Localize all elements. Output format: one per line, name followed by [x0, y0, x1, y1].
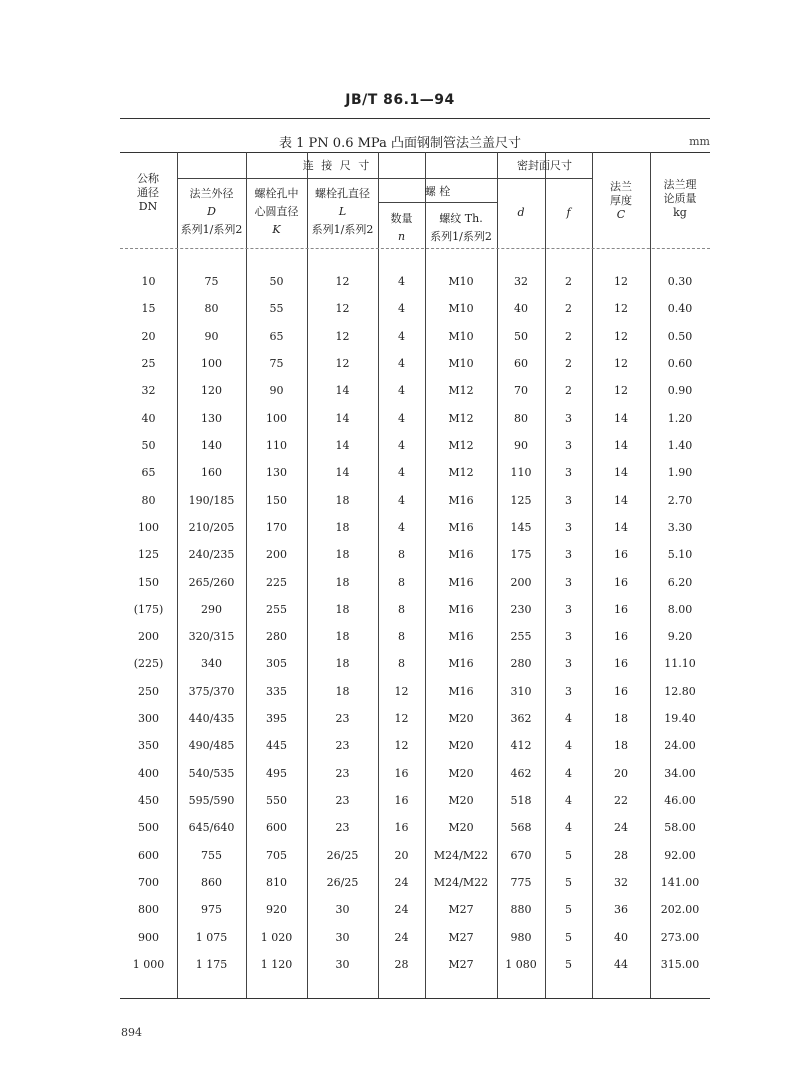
- cell-bolt-count: 8: [398, 575, 405, 589]
- cell-mass: 58.00: [664, 821, 696, 835]
- cell-d: 518: [510, 794, 532, 808]
- cell-bolt-hole: 26/25: [326, 848, 359, 862]
- cell-thread: M12: [448, 438, 474, 452]
- cell-bolt-circle: 150: [266, 493, 287, 507]
- cell-thread: M16: [448, 602, 474, 616]
- cell-f: 3: [565, 602, 572, 616]
- cell-thread: M16: [448, 657, 474, 671]
- cell-bolt-count: 4: [398, 520, 405, 534]
- header-bolt-group: 螺 栓: [424, 185, 451, 198]
- cell-thread: M16: [448, 630, 474, 644]
- cell-bolt-hole: 23: [335, 766, 350, 780]
- header-rule: [177, 178, 592, 179]
- cell-outer-diameter: 1 175: [195, 958, 228, 971]
- cell-mass: 1.40: [667, 438, 693, 452]
- cell-bolt-count: 12: [394, 712, 409, 726]
- cell-thickness: 18: [614, 712, 628, 726]
- cell-d: 230: [510, 602, 532, 616]
- cell-bolt-circle: 600: [266, 821, 287, 835]
- cell-outer-diameter: 975: [201, 903, 222, 917]
- cell-f: 4: [565, 739, 572, 753]
- cell-thread: M16: [448, 520, 474, 534]
- cell-thread: M27: [448, 903, 474, 917]
- cell-outer-diameter: 320/315: [188, 630, 235, 644]
- cell-outer-diameter: 240/235: [188, 548, 235, 562]
- cell-dn: (225): [133, 657, 164, 671]
- cell-outer-diameter: 755: [201, 848, 222, 862]
- cell-bolt-hole: 18: [335, 575, 350, 589]
- table-top-rule: [120, 152, 710, 153]
- cell-mass: 12.80: [664, 684, 696, 698]
- cell-bolt-count: 12: [394, 739, 409, 753]
- cell-bolt-hole: 23: [335, 739, 350, 753]
- cell-dn: 25: [141, 356, 156, 370]
- cell-bolt-hole: 30: [335, 958, 350, 971]
- cell-mass: 19.40: [664, 712, 696, 726]
- cell-d: 412: [510, 739, 532, 753]
- cell-bolt-hole: 14: [335, 466, 350, 480]
- cell-d: 980: [510, 930, 532, 944]
- cell-d: 50: [514, 329, 528, 343]
- cell-bolt-hole: 26/25: [326, 876, 359, 890]
- cell-bolt-circle: 130: [266, 466, 287, 480]
- cell-f: 5: [565, 930, 572, 944]
- cell-bolt-circle: 255: [266, 602, 287, 616]
- header-thickness: 法兰 厚度 C: [610, 180, 632, 221]
- cell-bolt-circle: 810: [266, 876, 287, 890]
- cell-thread: M16: [448, 575, 474, 589]
- cell-mass: 0.30: [667, 275, 693, 288]
- cell-thread: M27: [448, 958, 474, 971]
- cell-thickness: 28: [614, 848, 628, 862]
- cell-outer-diameter: 190/185: [188, 493, 235, 507]
- header-rule: [378, 202, 497, 203]
- cell-bolt-count: 4: [398, 411, 405, 425]
- cell-mass: 46.00: [664, 794, 696, 808]
- cell-dn: 300: [138, 712, 159, 726]
- cell-bolt-count: 28: [394, 958, 409, 971]
- cell-bolt-hole: 30: [335, 903, 350, 917]
- cell-bolt-circle: 110: [266, 438, 287, 452]
- cell-f: 2: [565, 275, 572, 288]
- cell-thread: M24/M22: [433, 848, 489, 862]
- cell-bolt-count: 4: [398, 493, 405, 507]
- cell-dn: 65: [141, 466, 156, 480]
- cell-bolt-circle: 90: [269, 384, 284, 398]
- cell-bolt-circle: 170: [266, 520, 287, 534]
- cell-d: 670: [510, 848, 532, 862]
- cell-thread: M10: [448, 329, 474, 343]
- top-rule: [120, 118, 710, 119]
- cell-thickness: 16: [614, 630, 628, 644]
- cell-dn: 800: [138, 903, 159, 917]
- cell-thickness: 18: [614, 739, 628, 753]
- cell-dn: 600: [138, 848, 159, 862]
- cell-bolt-hole: 12: [335, 275, 350, 288]
- header-thread: 螺纹 Th. 系列1/系列2: [430, 212, 492, 243]
- cell-mass: 1.20: [667, 411, 693, 425]
- cell-outer-diameter: 340: [201, 657, 222, 671]
- cell-f: 3: [565, 630, 572, 644]
- cell-f: 2: [565, 356, 572, 370]
- cell-f: 3: [565, 493, 572, 507]
- cell-dn: 450: [138, 794, 159, 808]
- cell-d: 70: [514, 384, 528, 398]
- cell-f: 3: [565, 548, 572, 562]
- cell-dn: 80: [141, 493, 156, 507]
- table-caption: 表 1 PN 0.6 MPa 凸面钢制管法兰盖尺寸: [279, 136, 521, 151]
- cell-d: 362: [510, 712, 532, 726]
- cell-bolt-circle: 495: [266, 766, 287, 780]
- cell-bolt-count: 4: [398, 356, 405, 370]
- cell-bolt-hole: 12: [335, 302, 350, 316]
- cell-f: 3: [565, 684, 572, 698]
- header-outer-diameter: 法兰外径 D 系列1/系列2: [180, 187, 243, 236]
- cell-mass: 141.00: [660, 876, 700, 890]
- cell-f: 3: [565, 411, 572, 425]
- cell-d: 90: [514, 438, 528, 452]
- cell-mass: 0.60: [667, 356, 693, 370]
- cell-bolt-hole: 18: [335, 657, 350, 671]
- cell-thickness: 12: [614, 356, 628, 370]
- cell-bolt-circle: 200: [266, 548, 287, 562]
- header-mass: 法兰理 论质量 kg: [663, 178, 697, 219]
- cell-d: 775: [510, 876, 532, 890]
- cell-d: 110: [510, 466, 532, 480]
- cell-dn: 10: [141, 275, 156, 288]
- cell-bolt-count: 8: [398, 602, 405, 616]
- cell-mass: 3.30: [667, 520, 693, 534]
- header-bolt-hole: 螺栓孔直径 L 系列1/系列2: [311, 187, 374, 236]
- unit-label: mm: [689, 135, 710, 148]
- cell-mass: 24.00: [664, 739, 696, 753]
- cell-outer-diameter: 645/640: [188, 821, 235, 835]
- cell-bolt-circle: 1 120: [260, 958, 293, 971]
- cell-thread: M16: [448, 684, 474, 698]
- cell-dn: 250: [138, 684, 159, 698]
- cell-dn: 32: [141, 384, 156, 398]
- cell-bolt-count: 8: [398, 630, 405, 644]
- header-bottom-rule: [120, 248, 710, 249]
- cell-mass: 0.90: [667, 384, 693, 398]
- cell-dn: 500: [138, 821, 159, 835]
- cell-f: 4: [565, 794, 572, 808]
- cell-thickness: 16: [614, 575, 628, 589]
- cell-bolt-circle: 55: [269, 302, 284, 316]
- cell-thread: M16: [448, 493, 474, 507]
- cell-thickness: 36: [614, 903, 628, 917]
- cell-d: 462: [510, 766, 532, 780]
- cell-thread: M27: [448, 930, 474, 944]
- header-bolt-circle: 螺栓孔中 心圆直径 K: [254, 187, 299, 236]
- cell-outer-diameter: 75: [204, 275, 219, 288]
- cell-mass: 5.10: [667, 548, 693, 562]
- cell-mass: 2.70: [667, 493, 693, 507]
- cell-mass: 315.00: [660, 958, 700, 971]
- cell-thread: M10: [448, 275, 474, 288]
- cell-bolt-circle: 305: [266, 657, 287, 671]
- cell-f: 3: [565, 466, 572, 480]
- cell-thickness: 14: [614, 493, 628, 507]
- cell-thickness: 22: [614, 794, 628, 808]
- cell-f: 5: [565, 876, 572, 890]
- cell-bolt-circle: 280: [266, 630, 287, 644]
- cell-bolt-count: 4: [398, 466, 405, 480]
- cell-bolt-hole: 18: [335, 520, 350, 534]
- cell-thread: M20: [448, 766, 474, 780]
- cell-f: 5: [565, 848, 572, 862]
- cell-d: 200: [510, 575, 532, 589]
- document-code: JB/T 86.1—94: [345, 92, 455, 108]
- cell-bolt-count: 24: [394, 930, 409, 944]
- cell-f: 5: [565, 903, 572, 917]
- cell-thread: M24/M22: [433, 876, 489, 890]
- cell-bolt-circle: 550: [266, 794, 287, 808]
- cell-thickness: 40: [614, 930, 628, 944]
- cell-bolt-hole: 18: [335, 493, 350, 507]
- cell-f: 3: [565, 575, 572, 589]
- cell-dn: 15: [141, 302, 156, 316]
- cell-dn: 150: [138, 575, 159, 589]
- cell-bolt-hole: 14: [335, 438, 350, 452]
- cell-bolt-count: 16: [394, 794, 409, 808]
- cell-mass: 0.40: [667, 302, 693, 316]
- cell-dn: 1 000: [132, 958, 165, 971]
- cell-d: 568: [510, 821, 532, 835]
- cell-dn: 200: [138, 630, 159, 644]
- cell-bolt-hole: 23: [335, 794, 350, 808]
- cell-thickness: 14: [614, 411, 628, 425]
- cell-outer-diameter: 130: [201, 411, 222, 425]
- cell-outer-diameter: 290: [201, 602, 222, 616]
- cell-bolt-count: 20: [394, 848, 409, 862]
- cell-thickness: 12: [614, 302, 628, 316]
- cell-outer-diameter: 100: [201, 356, 222, 370]
- cell-bolt-circle: 50: [269, 275, 284, 288]
- cell-mass: 202.00: [660, 903, 700, 917]
- page-number: 894: [121, 1026, 142, 1039]
- header-bolt-count: 数量 n: [390, 212, 413, 243]
- table-bottom-rule: [120, 998, 710, 999]
- cell-outer-diameter: 375/370: [188, 684, 235, 698]
- cell-dn: 125: [138, 548, 159, 562]
- cell-bolt-count: 16: [394, 766, 409, 780]
- cell-dn: 100: [138, 520, 159, 534]
- header-d: d: [517, 206, 525, 219]
- cell-d: 40: [514, 302, 528, 316]
- cell-mass: 34.00: [664, 766, 696, 780]
- cell-d: 880: [510, 903, 532, 917]
- cell-bolt-count: 16: [394, 821, 409, 835]
- header-f: f: [566, 206, 571, 219]
- cell-f: 4: [565, 821, 572, 835]
- cell-mass: 11.10: [664, 657, 696, 671]
- cell-outer-diameter: 440/435: [188, 712, 235, 726]
- cell-thread: M20: [448, 739, 474, 753]
- header-seal-group: 密封面尺寸: [517, 159, 572, 172]
- cell-dn: 40: [141, 411, 156, 425]
- cell-thread: M20: [448, 794, 474, 808]
- cell-thread: M20: [448, 712, 474, 726]
- cell-thickness: 16: [614, 657, 628, 671]
- cell-thickness: 16: [614, 602, 628, 616]
- cell-f: 3: [565, 657, 572, 671]
- cell-dn: 700: [138, 876, 159, 890]
- cell-thickness: 12: [614, 275, 628, 288]
- header-connection-group: 连 接 尺 寸: [302, 159, 372, 172]
- cell-mass: 92.00: [664, 848, 696, 862]
- cell-d: 80: [514, 411, 528, 425]
- cell-mass: 6.20: [667, 575, 693, 589]
- cell-f: 4: [565, 712, 572, 726]
- cell-thickness: 32: [614, 876, 628, 890]
- cell-outer-diameter: 140: [201, 438, 222, 452]
- cell-bolt-circle: 225: [266, 575, 287, 589]
- cell-d: 280: [510, 657, 532, 671]
- cell-thickness: 20: [614, 766, 628, 780]
- cell-d: 310: [510, 684, 532, 698]
- cell-outer-diameter: 265/260: [188, 575, 235, 589]
- cell-thread: M12: [448, 411, 474, 425]
- cell-bolt-hole: 12: [335, 356, 350, 370]
- cell-bolt-hole: 23: [335, 712, 350, 726]
- cell-bolt-hole: 30: [335, 930, 350, 944]
- cell-mass: 8.00: [667, 602, 693, 616]
- cell-bolt-count: 4: [398, 438, 405, 452]
- cell-dn: 50: [141, 438, 156, 452]
- cell-dn: 900: [138, 930, 159, 944]
- cell-thread: M16: [448, 548, 474, 562]
- cell-f: 4: [565, 766, 572, 780]
- cell-dn: (175): [133, 602, 164, 616]
- cell-bolt-count: 4: [398, 384, 405, 398]
- cell-bolt-circle: 395: [266, 712, 287, 726]
- cell-bolt-count: 4: [398, 275, 405, 288]
- cell-d: 175: [510, 548, 532, 562]
- cell-f: 3: [565, 520, 572, 534]
- cell-outer-diameter: 595/590: [188, 794, 235, 808]
- cell-bolt-circle: 100: [266, 411, 287, 425]
- cell-dn: 400: [138, 766, 159, 780]
- cell-thickness: 16: [614, 548, 628, 562]
- cell-d: 32: [514, 275, 528, 288]
- cell-thread: M10: [448, 302, 474, 316]
- cell-thickness: 12: [614, 384, 628, 398]
- cell-bolt-circle: 335: [266, 684, 287, 698]
- cell-bolt-hole: 14: [335, 384, 350, 398]
- cell-mass: 9.20: [667, 630, 693, 644]
- cell-thickness: 44: [614, 958, 628, 971]
- cell-thread: M10: [448, 356, 474, 370]
- cell-d: 125: [510, 493, 532, 507]
- cell-bolt-hole: 18: [335, 602, 350, 616]
- cell-bolt-count: 4: [398, 302, 405, 316]
- cell-outer-diameter: 860: [201, 876, 222, 890]
- cell-outer-diameter: 90: [204, 329, 219, 343]
- cell-d: 255: [510, 630, 532, 644]
- cell-thickness: 14: [614, 520, 628, 534]
- cell-thread: M12: [448, 466, 474, 480]
- cell-outer-diameter: 210/205: [188, 520, 235, 534]
- cell-dn: 350: [138, 739, 159, 753]
- cell-f: 5: [565, 958, 572, 971]
- cell-bolt-circle: 65: [269, 329, 284, 343]
- cell-outer-diameter: 80: [204, 302, 219, 316]
- cell-outer-diameter: 490/485: [188, 739, 235, 753]
- cell-dn: 20: [141, 329, 156, 343]
- cell-bolt-hole: 18: [335, 684, 350, 698]
- cell-bolt-hole: 12: [335, 329, 350, 343]
- cell-outer-diameter: 1 075: [195, 930, 228, 944]
- cell-bolt-hole: 14: [335, 411, 350, 425]
- cell-bolt-count: 24: [394, 876, 409, 890]
- cell-thickness: 14: [614, 438, 628, 452]
- cell-outer-diameter: 120: [201, 384, 222, 398]
- cell-f: 2: [565, 302, 572, 316]
- cell-bolt-circle: 445: [266, 739, 287, 753]
- cell-mass: 273.00: [660, 930, 700, 944]
- cell-f: 3: [565, 438, 572, 452]
- cell-bolt-count: 8: [398, 657, 405, 671]
- cell-mass: 0.50: [667, 329, 693, 343]
- cell-d: 145: [510, 520, 532, 534]
- cell-thickness: 12: [614, 329, 628, 343]
- cell-outer-diameter: 540/535: [188, 766, 235, 780]
- cell-bolt-circle: 1 020: [260, 930, 293, 944]
- cell-mass: 1.90: [667, 466, 693, 480]
- cell-bolt-circle: 920: [266, 903, 287, 917]
- cell-thickness: 14: [614, 466, 628, 480]
- cell-outer-diameter: 160: [201, 466, 222, 480]
- cell-f: 2: [565, 384, 572, 398]
- cell-thickness: 16: [614, 684, 628, 698]
- cell-f: 2: [565, 329, 572, 343]
- cell-bolt-circle: 705: [266, 848, 287, 862]
- cell-d: 60: [514, 356, 528, 370]
- cell-bolt-count: 12: [394, 684, 409, 698]
- cell-thread: M12: [448, 384, 474, 398]
- cell-bolt-hole: 18: [335, 548, 350, 562]
- cell-thickness: 24: [614, 821, 628, 835]
- cell-bolt-count: 4: [398, 329, 405, 343]
- cell-bolt-hole: 23: [335, 821, 350, 835]
- cell-bolt-hole: 18: [335, 630, 350, 644]
- cell-thread: M20: [448, 821, 474, 835]
- cell-bolt-circle: 75: [269, 356, 284, 370]
- cell-bolt-count: 24: [394, 903, 409, 917]
- cell-bolt-count: 8: [398, 548, 405, 562]
- header-dn: 公称 通径 DN: [137, 172, 159, 213]
- cell-d: 1 080: [505, 958, 537, 971]
